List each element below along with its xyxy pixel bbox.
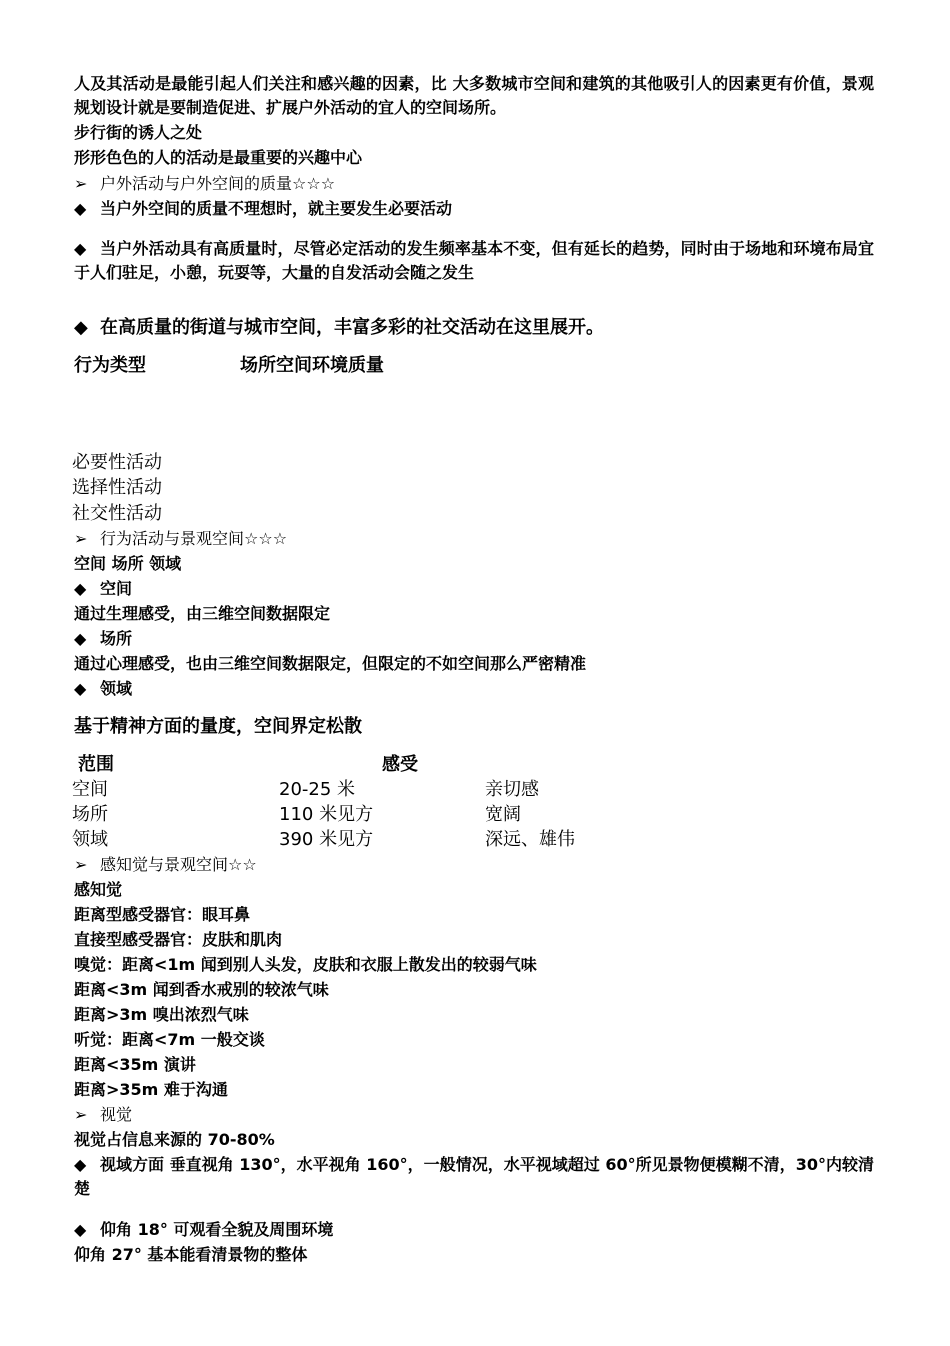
diamond-bullet-icon: ◆ [74,679,87,698]
line-smell1: 嗅觉：距离<1m 闻到别人头发，皮肤和衣服上散发出的较弱气味 [74,955,537,974]
bullet-domain [74,677,132,701]
table2-cell-name: 场所 [72,804,108,825]
table2-cell-feel: 亲切感 [485,779,539,800]
line-hear3: 距离>35m 难于沟通 [74,1080,228,1099]
table2-cell-feel: 宽阔 [485,804,521,825]
table2-cell-name: 领域 [72,829,108,850]
heading-behavior [74,527,287,551]
line-space-desc: 通过生理感受，由三维空间数据限定 [74,604,331,623]
heading-outdoor-text: 户外活动与户外空间的质量☆☆☆ [100,174,336,193]
line-space-types: 空间 场所 领域 [74,554,182,573]
bullet-low-quality-text: 当户外空间的质量不理想时，就主要发生必要活动 [100,199,453,218]
table2-header-scope: 范围 [78,754,114,775]
bullet-street-text: 在高质量的街道与城市空间，丰富多彩的社交活动在这里展开。 [100,317,604,338]
heading-perception [74,853,257,877]
line-domain-desc: 基于精神方面的量度，空间界定松散 [74,716,362,737]
line-hear1: 听觉：距离<7m 一般交谈 [74,1030,265,1049]
line-distance-organs: 距离型感受器官：眼耳鼻 [74,905,251,924]
diamond-bullet-icon: ◆ [74,199,87,218]
activity-optional: 选择性活动 [72,477,162,498]
bullet-high-quality [74,237,874,285]
line-direct-organs: 直接型感受器官：皮肤和肌肉 [74,930,283,949]
bullet-elev18-text: 仰角 18° 可观看全貌及周围环境 [100,1220,334,1239]
activity-social: 社交性活动 [72,503,162,524]
arrow-bullet-icon: ➢ [74,174,88,193]
diamond-bullet-icon: ◆ [74,239,87,258]
diamond-bullet-icon: ◆ [74,1155,87,1174]
heading-vision-text: 视觉 [100,1105,133,1124]
bullet-place-text: 场所 [100,629,133,648]
bullet-low-quality [74,197,452,221]
line-perception: 感知觉 [74,880,123,899]
line-elev27: 仰角 27° 基本能看清景物的整体 [74,1245,308,1264]
diamond-bullet-icon: ◆ [74,579,87,598]
bullet-elev18 [74,1218,333,1242]
bullet-place [74,627,132,651]
line-hear2: 距离<35m 演讲 [74,1055,196,1074]
table2-cell-size: 110 米见方 [279,804,374,825]
line-smell3: 距离>3m 嗅出浓烈气味 [74,1005,249,1024]
diamond-bullet-icon: ◆ [74,1220,87,1239]
heading-perception-text: 感知觉与景观空间☆☆ [100,855,257,874]
diamond-bullet-icon: ◆ [74,317,88,338]
table2-cell-size: 20-25 米 [279,779,356,800]
table2-cell-name: 空间 [72,779,108,800]
arrow-bullet-icon: ➢ [74,529,88,548]
table2-header-feel: 感受 [382,754,418,775]
table1-col-behavior: 行为类型 [74,355,146,376]
heading-outdoor [74,172,335,196]
paragraph-intro: 人及其活动是最能引起人们关注和感兴趣的因素，比 大多数城市空间和建筑的其他吸引人的因素更有价值，景观规划设计就是要制造促进、扩展户外活动的宜人的空间场所。 [74,74,874,117]
bullet-domain-text: 领域 [100,679,133,698]
bullet-space [74,577,132,601]
bullet-space-text: 空间 [100,579,133,598]
diamond-bullet-icon: ◆ [74,629,87,648]
line-vision-share: 视觉占信息来源的 70-80% [74,1130,275,1149]
bullet-field [74,1153,874,1201]
heading-behavior-text: 行为活动与景观空间☆☆☆ [100,529,288,548]
bullet-high-quality-text: 当户外活动具有高质量时，尽管必定活动的发生频率基本不变，但有延长的趋势，同时由于场地和环境布局宜于人们驻足，小憩，玩耍等，大量的自发活动会随之发生 [74,239,874,282]
activity-necessary: 必要性活动 [72,452,162,473]
line-colorful: 形形色色的人的活动是最重要的兴趣中心 [74,148,363,167]
table2-cell-size: 390 米见方 [279,829,374,850]
heading-vision [74,1103,132,1127]
bullet-field-text: 视域方面 垂直视角 130°，水平视角 160°，一般情况，水平视域超过 60°所见景物便模糊不清，30°内较清楚 [74,1155,874,1198]
table1-col-quality: 场所空间环境质量 [240,355,384,376]
bullet-street [74,316,604,340]
line-street: 步行街的诱人之处 [74,123,203,142]
arrow-bullet-icon: ➢ [74,855,88,874]
arrow-bullet-icon: ➢ [74,1105,88,1124]
line-smell2: 距离<3m 闻到香水戒别的较浓气味 [74,980,329,999]
table2-cell-feel: 深远、雄伟 [485,829,575,850]
line-place-desc: 通过心理感受，也由三维空间数据限定，但限定的不如空间那么严密精准 [74,654,587,673]
